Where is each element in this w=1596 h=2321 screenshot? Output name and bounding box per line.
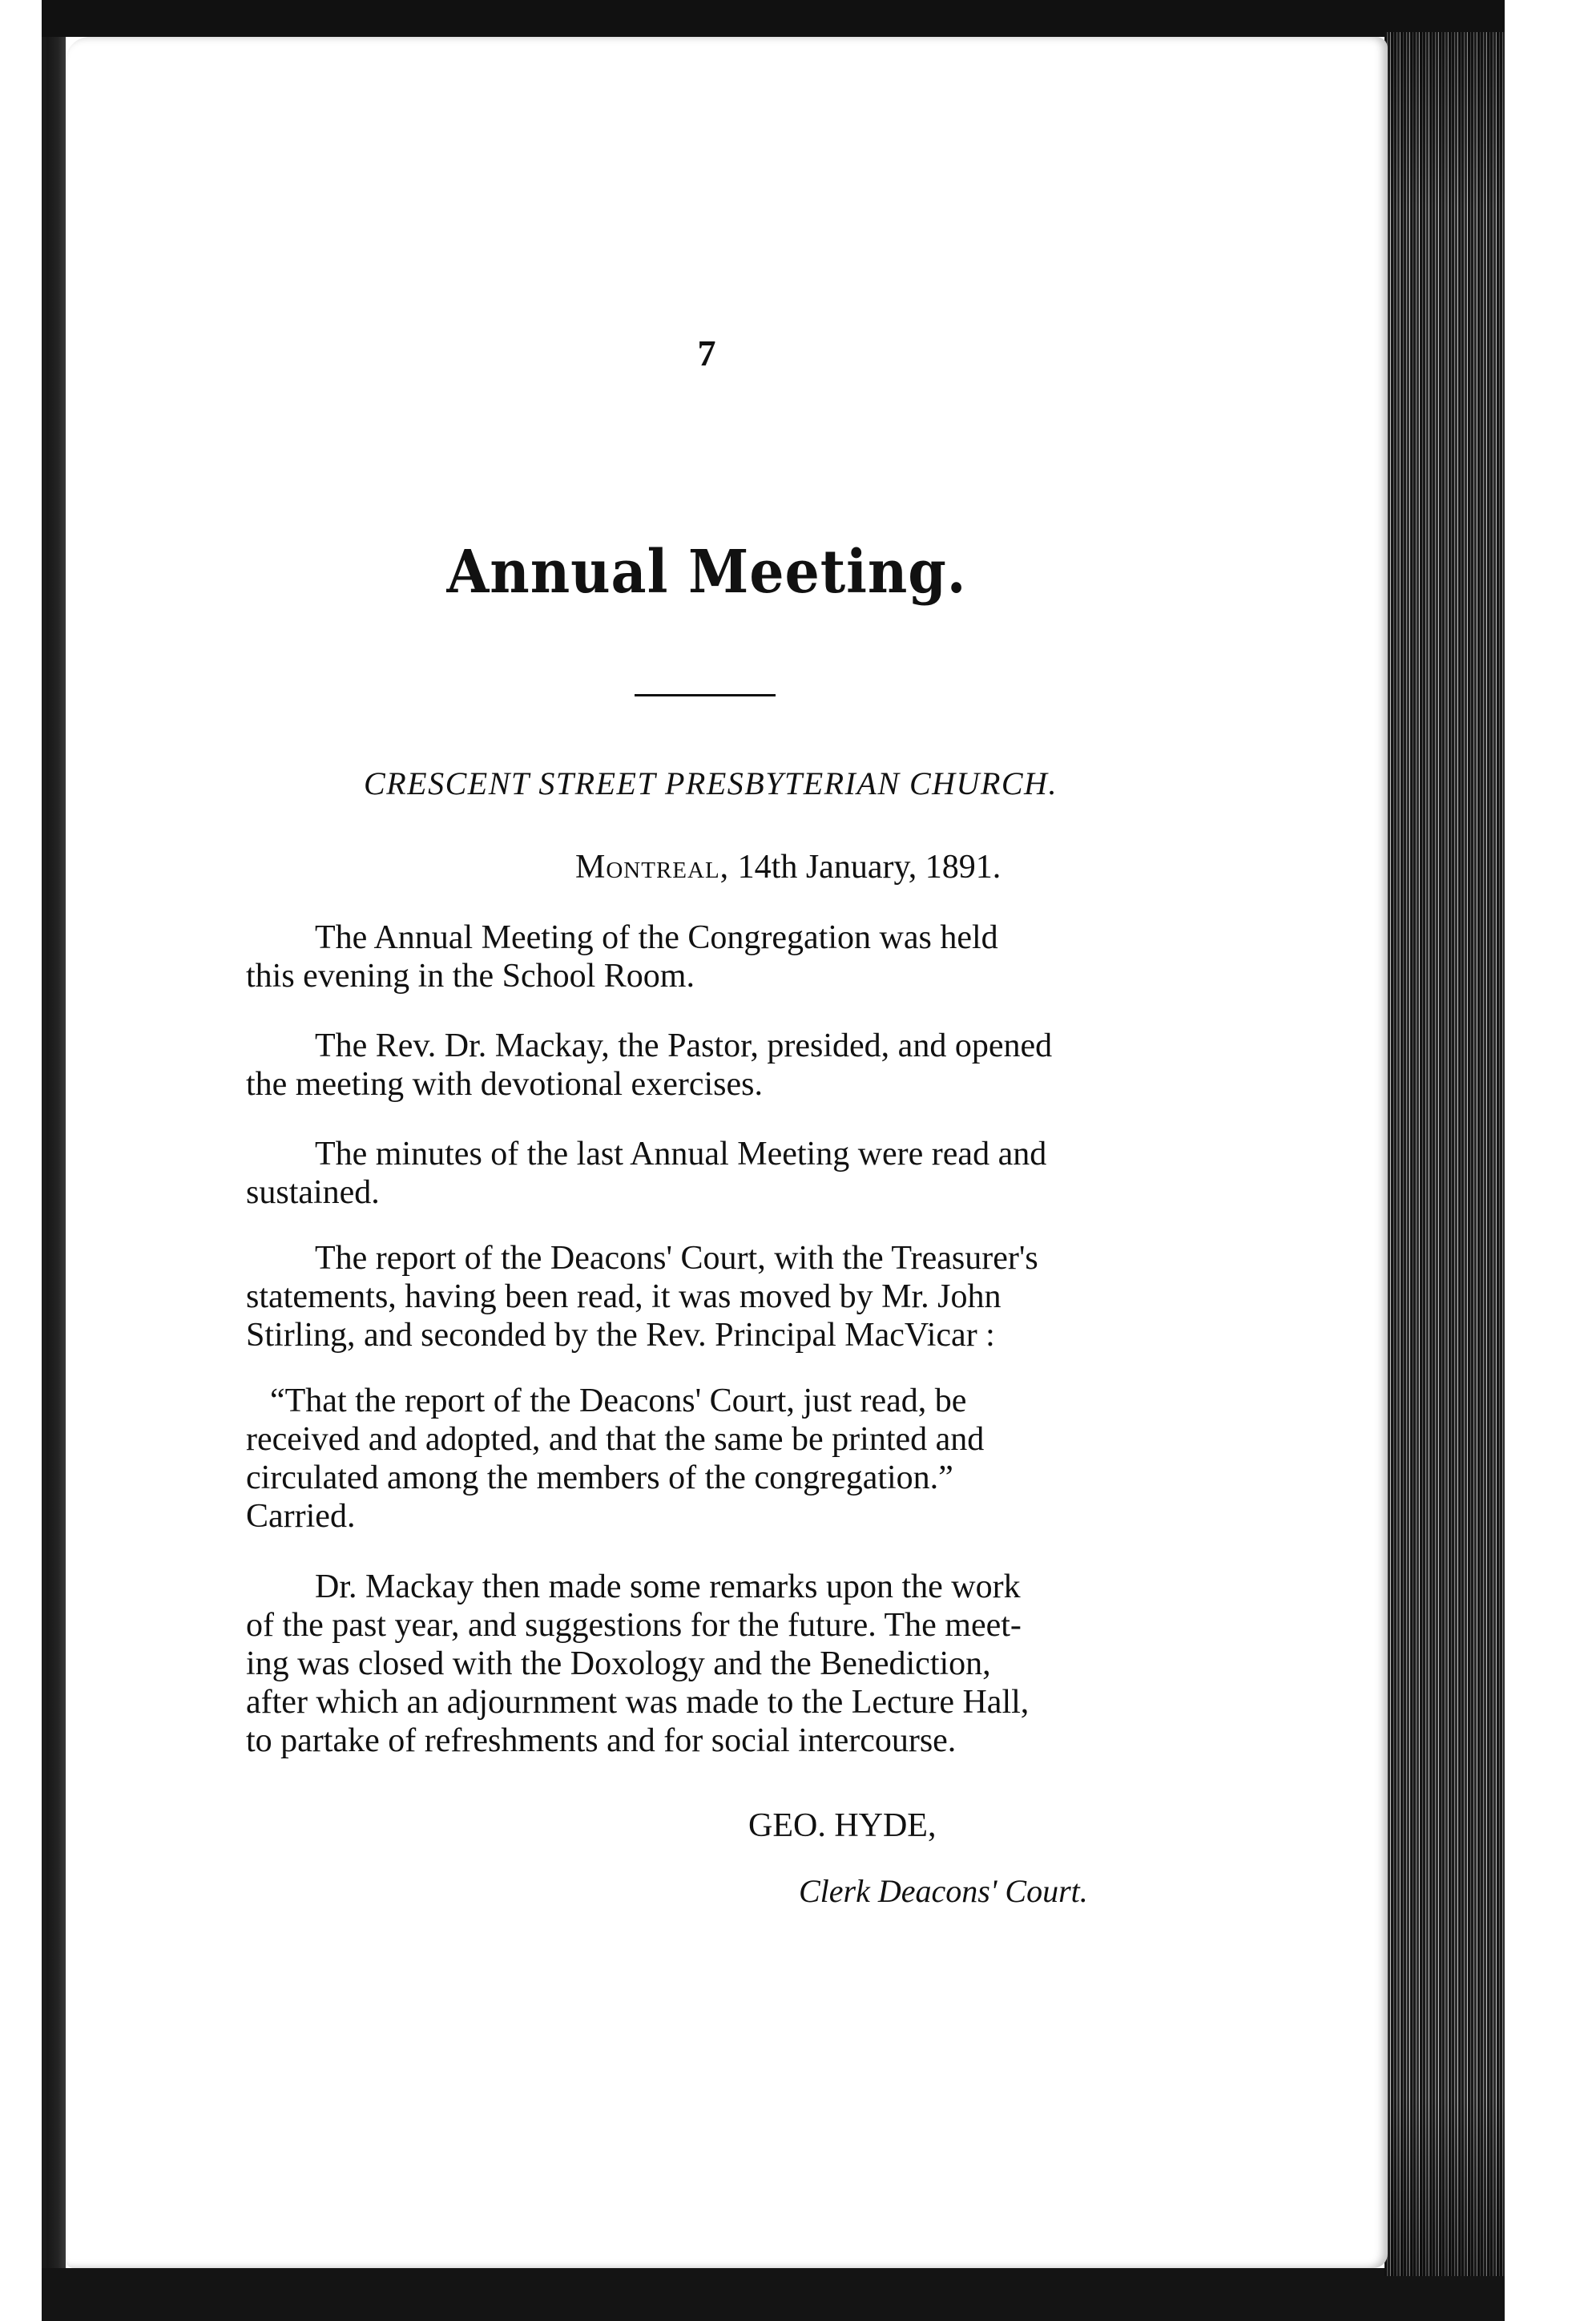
paragraph-line: The Rev. Dr. Mackay, the Pastor, presided, and opened xyxy=(315,1027,1053,1064)
book-page-edges xyxy=(1384,32,1505,2276)
paragraph-line: statements, having been read, it was moved by Mr. John xyxy=(246,1278,1002,1315)
signature-name: GEO. HYDE, xyxy=(748,1807,937,1844)
heading-rule xyxy=(635,694,776,696)
scan-right-margin xyxy=(1505,0,1596,2321)
paragraph-line: The minutes of the last Annual Meeting were read and xyxy=(315,1136,1047,1173)
paragraph xyxy=(246,918,1155,995)
paragraph-line: this evening in the School Room. xyxy=(246,958,695,995)
scan-top-border xyxy=(42,0,1596,37)
resolution-paragraph xyxy=(246,1382,1155,1536)
paragraph-line: Dr. Mackay then made some remarks upon the work xyxy=(315,1568,1021,1605)
dateline-place: Montreal, xyxy=(575,849,730,886)
page-heading: Annual Meeting. xyxy=(446,538,967,607)
paragraph-line: after which an adjournment was made to the Lecture Hall, xyxy=(246,1684,1030,1721)
paragraph-line: “That the report of the Deacons' Court, just read, be xyxy=(270,1383,967,1419)
paragraph-line: ing was closed with the Doxology and the Benediction, xyxy=(246,1645,991,1682)
page-number: 7 xyxy=(697,333,716,373)
paragraph-line: to partake of refreshments and for social intercourse. xyxy=(246,1722,957,1759)
scan-left-margin xyxy=(0,0,46,2321)
book-spine-shadow xyxy=(46,0,66,2321)
dateline xyxy=(575,848,1184,886)
paragraph xyxy=(246,1568,1155,1760)
church-name: CRESCENT STREET PRESBYTERIAN CHURCH. xyxy=(364,765,1058,801)
paragraph-line: of the past year, and suggestions for the future. The meet- xyxy=(246,1607,1022,1644)
book-page xyxy=(66,37,1388,2268)
signature-title: Clerk Deacons' Court. xyxy=(799,1873,1088,1909)
scan-bottom-border xyxy=(42,2268,1596,2321)
dateline-date: 14th January, 1891. xyxy=(737,849,1002,886)
paragraph-line: The report of the Deacons' Court, with the Treasurer's xyxy=(315,1240,1038,1277)
paragraph-line: Carried. xyxy=(246,1498,356,1535)
paragraph-line: The Annual Meeting of the Congregation was held xyxy=(315,919,998,956)
paragraph-line: Stirling, and seconded by the Rev. Principal MacVicar : xyxy=(246,1317,995,1354)
paragraph-line: sustained. xyxy=(246,1174,380,1211)
paragraph-line: circulated among the members of the congregation.” xyxy=(246,1459,953,1496)
paragraph xyxy=(246,1135,1155,1212)
paragraph xyxy=(246,1027,1155,1104)
paragraph-line: the meeting with devotional exercises. xyxy=(246,1066,763,1103)
paragraph-line: received and adopted, and that the same be printed and xyxy=(246,1421,985,1458)
paragraph xyxy=(246,1239,1155,1354)
